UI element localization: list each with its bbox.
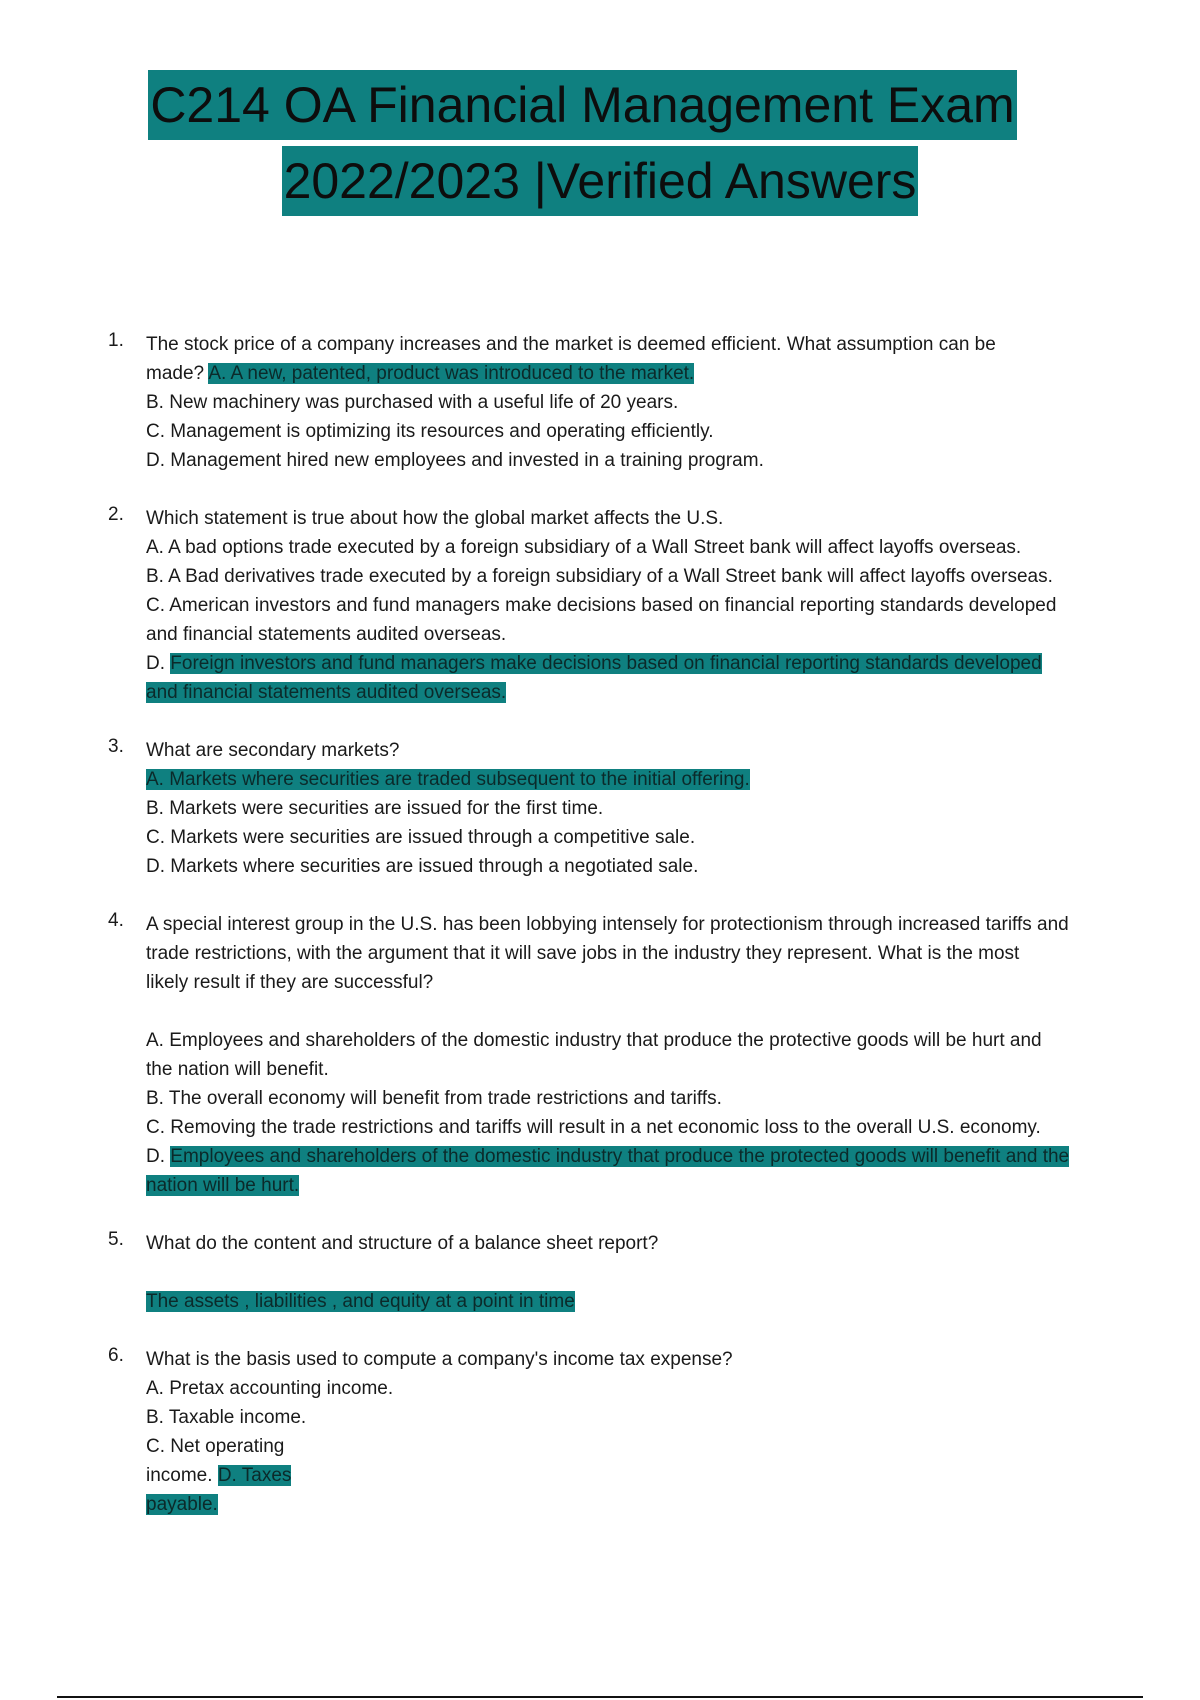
- question-4: [108, 910, 1148, 1200]
- question-stem: What are secondary markets?: [146, 740, 400, 761]
- question-stem: What do the content and structure of a balance sheet report?: [146, 1233, 659, 1254]
- question-number: 4.: [108, 910, 124, 931]
- option-a: A. Pretax accounting income.: [146, 1378, 394, 1399]
- title-line-2: 2022/2023 |Verified Answers: [282, 146, 919, 216]
- option-c: C. Net operating: [146, 1436, 285, 1457]
- option-d-label: D.: [146, 1146, 165, 1167]
- correct-answer: Employees and shareholders of the domestic industry that produce the protected goods will benefit and the: [170, 1146, 1070, 1167]
- question-number: 6.: [108, 1345, 124, 1366]
- option-c: C. Management is optimizing its resources and operating efficiently.: [146, 421, 714, 442]
- document-title: [0, 70, 1200, 216]
- option-a: A. A bad options trade executed by a foreign subsidiary of a Wall Street bank will affect layoffs overseas.: [146, 537, 1022, 558]
- option-b: B. A Bad derivatives trade executed by a foreign subsidiary of a Wall Street bank will affect layoffs overseas.: [146, 566, 1053, 587]
- question-list: [108, 330, 1148, 1548]
- question-stem: Which statement is true about how the global market affects the U.S.: [146, 508, 724, 529]
- option-b: B. Markets were securities are issued for the first time.: [146, 798, 604, 819]
- question-stem: The stock price of a company increases and the market is deemed efficient. What assumption can be: [146, 334, 996, 355]
- title-line-1: C214 OA Financial Management Exam: [148, 70, 1016, 140]
- correct-answer: The assets , liabilities , and equity at a point in time: [146, 1291, 575, 1312]
- correct-answer: A. A new, patented, product was introduced to the market.: [208, 363, 695, 384]
- question-stem: What is the basis used to compute a company's income tax expense?: [146, 1349, 733, 1370]
- correct-answer: Foreign investors and fund managers make decisions based on financial reporting standards developed: [170, 653, 1042, 674]
- correct-answer-cont: nation will be hurt.: [146, 1175, 300, 1196]
- option-c: C. Markets were securities are issued through a competitive sale.: [146, 827, 696, 848]
- correct-answer-cont: payable.: [146, 1494, 218, 1515]
- question-1: [108, 330, 1148, 475]
- option-d: D. Management hired new employees and invested in a training program.: [146, 450, 764, 471]
- correct-answer: D. Taxes: [217, 1465, 292, 1486]
- option-b: B. Taxable income.: [146, 1407, 307, 1428]
- option-d-label: D.: [146, 653, 165, 674]
- option-c-cont: income.: [146, 1465, 213, 1486]
- question-stem: A special interest group in the U.S. has been lobbying intensely for protectionism through increased tariffs and: [146, 914, 1069, 935]
- question-2: [108, 504, 1148, 707]
- option-c-cont: and financial statements audited overseas.: [146, 624, 507, 645]
- option-a: A. Employees and shareholders of the domestic industry that produce the protective goods will be hurt and: [146, 1030, 1042, 1051]
- option-a-cont: the nation will benefit.: [146, 1059, 329, 1080]
- question-number: 2.: [108, 504, 124, 525]
- question-stem-cont: trade restrictions, with the argument that it will save jobs in the industry they represent. What is the most: [146, 943, 1020, 964]
- footer-divider: [57, 1696, 1143, 1698]
- correct-answer: A. Markets where securities are traded subsequent to the initial offering.: [146, 769, 750, 790]
- option-d: D. Markets where securities are issued through a negotiated sale.: [146, 856, 699, 877]
- question-number: 1.: [108, 330, 124, 351]
- question-stem: made?: [146, 363, 205, 384]
- option-b: B. New machinery was purchased with a useful life of 20 years.: [146, 392, 679, 413]
- question-number: 3.: [108, 736, 124, 757]
- question-number: 5.: [108, 1229, 124, 1250]
- question-3: [108, 736, 1148, 881]
- question-stem-cont: likely result if they are successful?: [146, 972, 434, 993]
- correct-answer-cont: and financial statements audited overseas.: [146, 682, 507, 703]
- question-6: [108, 1345, 1148, 1519]
- option-b: B. The overall economy will benefit from trade restrictions and tariffs.: [146, 1088, 722, 1109]
- option-c: C. Removing the trade restrictions and tariffs will result in a net economic loss to the overall U.S. economy.: [146, 1117, 1041, 1138]
- question-5: [108, 1229, 1148, 1316]
- option-c: C. American investors and fund managers make decisions based on financial reporting standards developed: [146, 595, 1057, 616]
